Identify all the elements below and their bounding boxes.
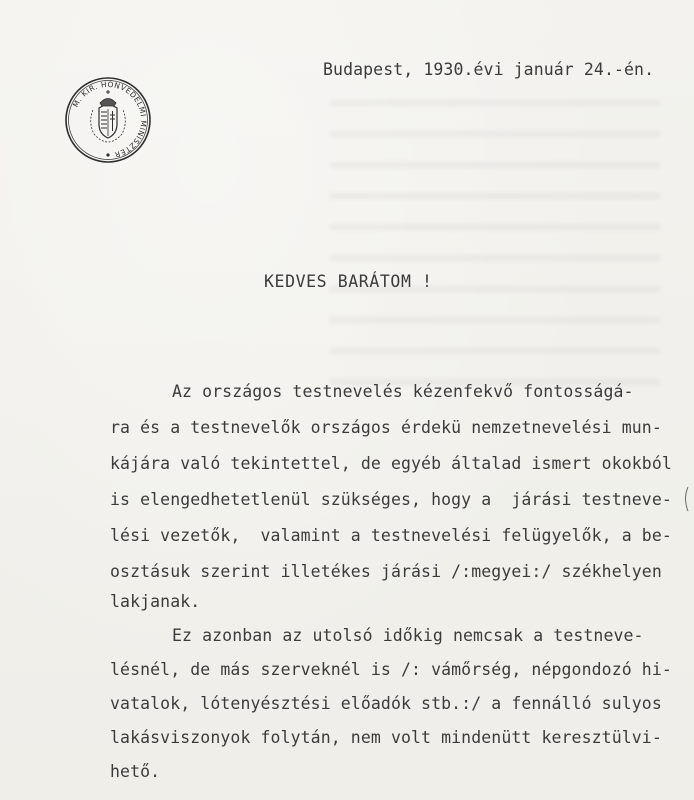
margin-pencil-mark [682, 486, 690, 512]
paragraph1-line: is elengedhetetlenül szükséges, hogy a járási testneve- [110, 490, 672, 509]
paragraph1-line: osztásuk szerint illetékes járási /:megyei:/ székhelyen [110, 562, 662, 581]
paragraph2-line: vatalok, lótenyésztési előadók stb.:/ a fennálló sulyos [110, 694, 662, 713]
paragraph1-line: kájára való tekintettel, de egyéb általad ismert okokból [110, 454, 672, 473]
date-line: Budapest, 1930.évi január 24.-én. [323, 60, 655, 79]
ministry-seal [64, 76, 152, 164]
paragraph1-line: ra és a testnevelők országos érdekü nemzetnevelési mun- [110, 418, 662, 437]
paragraph1-line: Az országos testnevelés kézenfekvő fontosságá- [172, 382, 634, 401]
paragraph2-line: Ez azonban az utolsó időkig nemcsak a testneve- [172, 626, 644, 645]
paragraph2-line: lésnél, de más szerveknél is /: vámőrség, népgondozó hi- [110, 660, 672, 679]
reverse-side-bleed [330, 100, 660, 400]
coat-of-arms-icon [91, 90, 126, 142]
paragraph2-line: hető. [110, 762, 161, 781]
paragraph1-line: lakjanak. [110, 592, 201, 611]
salutation: KEDVES BARÁTOM ! [264, 272, 433, 291]
seal-text: M. KIR. HONVÉDELMI MINISZTER [70, 79, 149, 160]
paragraph1-line: lési vezetők, valamint a testnevelési felügyelők, a be- [110, 526, 672, 545]
paragraph2-line: lakásviszonyok folytán, nem volt mindenütt keresztülvi- [110, 728, 662, 747]
